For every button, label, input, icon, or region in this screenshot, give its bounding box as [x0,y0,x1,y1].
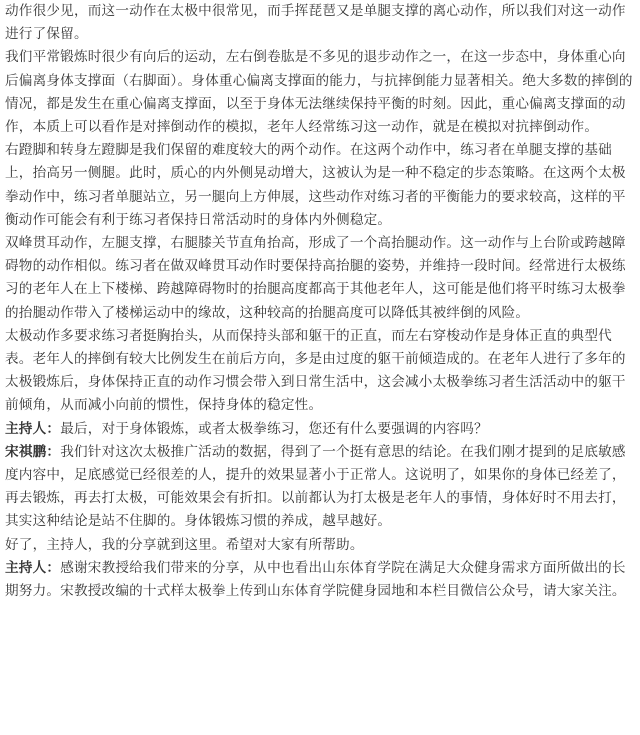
paragraph-text: 好了，主持人，我的分享就到这里。希望对大家有所帮助。 [5,536,364,553]
paragraph-4 [0,232,640,325]
paragraph-7 [0,441,640,534]
paragraph-text: 动作很少见，而这一动作在太极中很常见，而手挥琵琶又是单腿支撑的离心动作，所以我们对这一动作进行了保留。 [5,3,626,43]
paragraph-text: 最后，对于身体锻炼，或者太极拳练习，您还有什么要强调的内容吗？ [60,420,488,437]
speaker-label: 主持人： [5,559,61,576]
paragraph-6 [0,418,640,441]
paragraph-text: 双峰贯耳动作，左腿支撑，右腿膝关节直角抬高，形成了一个高抬腿动作。这一动作与上台阶或跨越障碍物的动作相似。练习者在做双峰贯耳动作时要保持高抬腿的姿势，并维持一段时间。经常进行太极练习的老年人在上下楼梯、跨越障碍物时的抬腿高度都高于其他老年人，这可能是他们将平时练习太极拳的抬腿动作带入了楼梯运动中的缘故，这种较高的抬腿高度可以降低其被绊倒的风险。 [5,235,626,321]
speaker-label: 主持人： [5,420,61,437]
speaker-label: 宋祺鹏： [5,443,61,460]
paragraph-5 [0,325,640,418]
paragraph-8 [0,534,640,557]
paragraph-2 [0,46,640,139]
paragraph-text: 我们平常锻炼时很少有向后的运动，左右倒卷肱是不多见的退步动作之一，在这一步态中，身体重心向后偏离身体支撑面（右脚面）。身体重心偏离支撑面的能力，与抗摔倒能力显著相关。绝大多数的摔倒的情况，都是发生在重心偏离支撑面，以至于身体无法继续保持平衡的时刻。因此，重心偏离支撑面的动作，本质上可以看作是对摔倒动作的模拟，老年人经常练习这一动作，就是在模拟对抗摔倒动作。 [5,49,633,136]
paragraph-text: 我们针对这次太极推广活动的数据，得到了一个挺有意思的结论。在我们刚才提到的足底敏感度内容中，足底感觉已经很差的人，提升的效果显著小于正常人。这说明了，如果你的身体已经差了，再去锻炼，再去打太极，可能效果会有折扣。以前都认为打太极是老年人的事情，身体好时不用去打，其实这种结论是站不住脚的。身体锻炼习惯的养成，越早越好。 [5,443,626,530]
paragraph-text: 太极动作多要求练习者挺胸抬头，从而保持头部和躯干的正直，而左右穿梭动作是身体正直的典型代表。老年人的摔倒有较大比例发生在前后方向，多是由过度的躯干前倾造成的。在老年人进行了多年的太极锻炼后，身体保持正直的动作习惯会带入到日常生活中，这会减小太极拳练习者生活活动中的躯干前倾角，从而减小向前的惯性，保持身体的稳定性。 [5,327,626,414]
paragraph-text: 右蹬脚和转身左蹬脚是我们保留的难度较大的两个动作。在这两个动作中，练习者在单腿支撑的基础上，抬高另一侧腿。此时，质心的内外侧晃动增大，这被认为是一种不稳定的步态策略。在这两个太极拳动作中，练习者单腿站立，另一腿向上方伸展，这些动作对练习者的平衡能力的要求较高，这样的平衡动作可能会有利于练习者保持日常活动时的身体内外侧稳定。 [5,142,626,228]
paragraph-9 [0,557,640,603]
paragraph-3 [0,139,640,232]
paragraph-text: 感谢宋教授给我们带来的分享，从中也看出山东体育学院在满足大众健身需求方面所做出的长期努力。宋教授改编的十式样太极拳上传到山东体育学院健身园地和本栏目微信公众号，请大家关注。 [5,559,626,600]
paragraph-1 [0,0,640,46]
